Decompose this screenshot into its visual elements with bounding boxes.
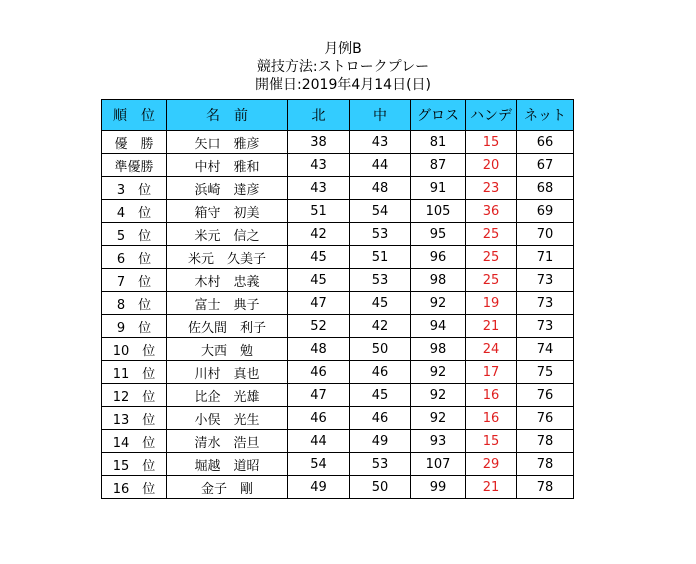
rank-cell: 3 位 <box>102 177 167 200</box>
table-row <box>102 453 574 476</box>
handicap-cell: 25 <box>466 246 517 269</box>
rank-cell: 14 位 <box>102 430 167 453</box>
north-score-cell: 48 <box>288 338 350 361</box>
middle-score-cell: 44 <box>350 154 411 177</box>
rank-cell: 5 位 <box>102 223 167 246</box>
middle-score-cell: 53 <box>350 269 411 292</box>
north-score-cell: 45 <box>288 269 350 292</box>
gross-score-cell: 91 <box>411 177 466 200</box>
table-row <box>102 223 574 246</box>
table-row <box>102 338 574 361</box>
name-cell: 矢口 雅彦 <box>167 131 288 154</box>
gross-score-cell: 92 <box>411 407 466 430</box>
table-row <box>102 476 574 499</box>
rank-cell: 10 位 <box>102 338 167 361</box>
competition-title: 月例B <box>324 41 362 57</box>
table-row <box>102 131 574 154</box>
north-score-cell: 52 <box>288 315 350 338</box>
name-cell: 富士 典子 <box>167 292 288 315</box>
name-cell: 大西 勉 <box>167 338 288 361</box>
name-cell: 佐久間 利子 <box>167 315 288 338</box>
handicap-cell: 20 <box>466 154 517 177</box>
header-north: 北 <box>288 100 350 131</box>
net-score-cell: 71 <box>517 246 574 269</box>
handicap-cell: 29 <box>466 453 517 476</box>
gross-score-cell: 107 <box>411 453 466 476</box>
table-row <box>102 177 574 200</box>
middle-score-cell: 42 <box>350 315 411 338</box>
handicap-cell: 16 <box>466 384 517 407</box>
table-row <box>102 315 574 338</box>
middle-score-cell: 50 <box>350 476 411 499</box>
rank-cell: 準優勝 <box>102 154 167 177</box>
rank-cell: 12 位 <box>102 384 167 407</box>
name-cell: 米元 信之 <box>167 223 288 246</box>
north-score-cell: 49 <box>288 476 350 499</box>
handicap-cell: 23 <box>466 177 517 200</box>
handicap-cell: 21 <box>466 315 517 338</box>
handicap-cell: 16 <box>466 407 517 430</box>
net-score-cell: 75 <box>517 361 574 384</box>
north-score-cell: 44 <box>288 430 350 453</box>
name-cell: 米元 久美子 <box>167 246 288 269</box>
gross-score-cell: 87 <box>411 154 466 177</box>
event-date: 開催日:2019年4月14日(日) <box>255 77 431 93</box>
gross-score-cell: 92 <box>411 292 466 315</box>
rank-cell: 8 位 <box>102 292 167 315</box>
north-score-cell: 47 <box>288 384 350 407</box>
name-cell: 浜崎 達彦 <box>167 177 288 200</box>
name-cell: 堀越 道昭 <box>167 453 288 476</box>
net-score-cell: 67 <box>517 154 574 177</box>
name-cell: 川村 真也 <box>167 361 288 384</box>
middle-score-cell: 54 <box>350 200 411 223</box>
net-score-cell: 68 <box>517 177 574 200</box>
table-row <box>102 384 574 407</box>
rank-cell: 11 位 <box>102 361 167 384</box>
handicap-cell: 36 <box>466 200 517 223</box>
north-score-cell: 43 <box>288 177 350 200</box>
table-row <box>102 246 574 269</box>
report-header <box>0 40 686 94</box>
gross-score-cell: 96 <box>411 246 466 269</box>
net-score-cell: 76 <box>517 407 574 430</box>
handicap-cell: 25 <box>466 223 517 246</box>
table-row <box>102 269 574 292</box>
name-cell: 木村 忠義 <box>167 269 288 292</box>
header-rank: 順 位 <box>102 100 167 131</box>
north-score-cell: 38 <box>288 131 350 154</box>
rank-cell: 9 位 <box>102 315 167 338</box>
table-row <box>102 200 574 223</box>
table-row <box>102 292 574 315</box>
rank-cell: 7 位 <box>102 269 167 292</box>
table-row <box>102 407 574 430</box>
header-gross: グロス <box>411 100 466 131</box>
rank-cell: 15 位 <box>102 453 167 476</box>
north-score-cell: 47 <box>288 292 350 315</box>
middle-score-cell: 50 <box>350 338 411 361</box>
net-score-cell: 76 <box>517 384 574 407</box>
middle-score-cell: 48 <box>350 177 411 200</box>
net-score-cell: 73 <box>517 292 574 315</box>
middle-score-cell: 46 <box>350 407 411 430</box>
handicap-cell: 17 <box>466 361 517 384</box>
gross-score-cell: 95 <box>411 223 466 246</box>
middle-score-cell: 51 <box>350 246 411 269</box>
gross-score-cell: 99 <box>411 476 466 499</box>
net-score-cell: 73 <box>517 269 574 292</box>
net-score-cell: 69 <box>517 200 574 223</box>
results-body <box>102 131 574 499</box>
handicap-cell: 15 <box>466 430 517 453</box>
handicap-cell: 24 <box>466 338 517 361</box>
middle-score-cell: 45 <box>350 292 411 315</box>
north-score-cell: 45 <box>288 246 350 269</box>
table-row <box>102 361 574 384</box>
net-score-cell: 78 <box>517 476 574 499</box>
net-score-cell: 78 <box>517 430 574 453</box>
north-score-cell: 43 <box>288 154 350 177</box>
gross-score-cell: 94 <box>411 315 466 338</box>
table-row <box>102 430 574 453</box>
handicap-cell: 21 <box>466 476 517 499</box>
gross-score-cell: 98 <box>411 338 466 361</box>
header-handicap: ハンデ <box>466 100 517 131</box>
name-cell: 小俣 光生 <box>167 407 288 430</box>
handicap-cell: 25 <box>466 269 517 292</box>
results-table <box>101 99 574 499</box>
middle-score-cell: 53 <box>350 453 411 476</box>
north-score-cell: 54 <box>288 453 350 476</box>
name-cell: 比企 光雄 <box>167 384 288 407</box>
handicap-cell: 15 <box>466 131 517 154</box>
gross-score-cell: 93 <box>411 430 466 453</box>
gross-score-cell: 92 <box>411 361 466 384</box>
header-middle: 中 <box>350 100 411 131</box>
header-name: 名 前 <box>167 100 288 131</box>
net-score-cell: 74 <box>517 338 574 361</box>
table-header-row <box>102 100 574 131</box>
name-cell: 金子 剛 <box>167 476 288 499</box>
name-cell: 中村 雅和 <box>167 154 288 177</box>
gross-score-cell: 98 <box>411 269 466 292</box>
gross-score-cell: 81 <box>411 131 466 154</box>
middle-score-cell: 46 <box>350 361 411 384</box>
net-score-cell: 66 <box>517 131 574 154</box>
middle-score-cell: 53 <box>350 223 411 246</box>
gross-score-cell: 105 <box>411 200 466 223</box>
north-score-cell: 46 <box>288 407 350 430</box>
net-score-cell: 70 <box>517 223 574 246</box>
rank-cell: 優 勝 <box>102 131 167 154</box>
net-score-cell: 73 <box>517 315 574 338</box>
net-score-cell: 78 <box>517 453 574 476</box>
competition-format: 競技方法:ストロークプレー <box>256 59 430 75</box>
gross-score-cell: 92 <box>411 384 466 407</box>
name-cell: 清水 浩旦 <box>167 430 288 453</box>
table-row <box>102 154 574 177</box>
middle-score-cell: 49 <box>350 430 411 453</box>
rank-cell: 4 位 <box>102 200 167 223</box>
north-score-cell: 46 <box>288 361 350 384</box>
north-score-cell: 42 <box>288 223 350 246</box>
handicap-cell: 19 <box>466 292 517 315</box>
north-score-cell: 51 <box>288 200 350 223</box>
rank-cell: 6 位 <box>102 246 167 269</box>
header-net: ネット <box>517 100 574 131</box>
middle-score-cell: 43 <box>350 131 411 154</box>
name-cell: 箱守 初美 <box>167 200 288 223</box>
rank-cell: 13 位 <box>102 407 167 430</box>
rank-cell: 16 位 <box>102 476 167 499</box>
middle-score-cell: 45 <box>350 384 411 407</box>
